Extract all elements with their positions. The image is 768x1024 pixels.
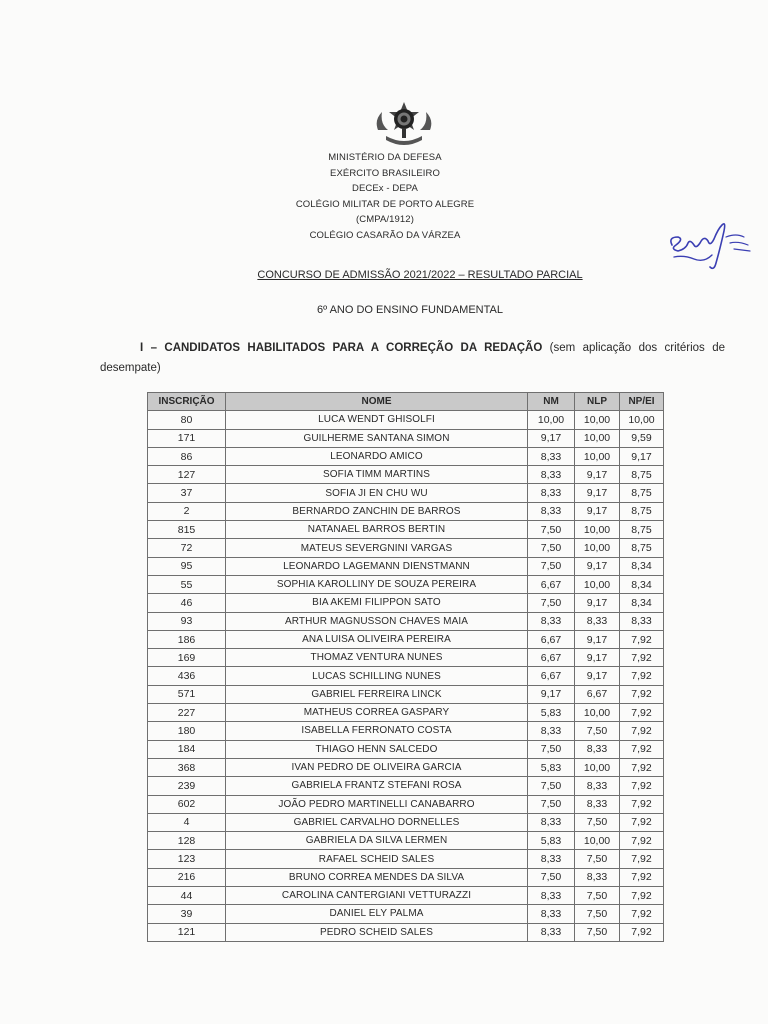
cell-nm: 8,33 — [528, 923, 575, 941]
cell-nlp: 9,17 — [575, 557, 620, 575]
cell-inscricao: 571 — [148, 685, 226, 703]
header-np-ei: NP/EI — [620, 393, 664, 411]
cell-np-ei: 8,75 — [620, 484, 664, 502]
cell-nm: 8,33 — [528, 484, 575, 502]
cell-nome: LUCA WENDT GHISOLFI — [226, 411, 528, 429]
cell-inscricao: 93 — [148, 612, 226, 630]
cell-nm: 8,33 — [528, 722, 575, 740]
cell-nlp: 10,00 — [575, 539, 620, 557]
cell-inscricao: 86 — [148, 447, 226, 465]
cell-nlp: 9,17 — [575, 594, 620, 612]
document-subtitle: 6º ANO DO ENSINO FUNDAMENTAL — [317, 304, 503, 316]
cell-np-ei: 7,92 — [620, 758, 664, 776]
cell-nlp: 8,33 — [575, 868, 620, 886]
cell-nlp: 10,00 — [575, 832, 620, 850]
cell-nome: THIAGO HENN SALCEDO — [226, 740, 528, 758]
cell-nome: ISABELLA FERRONATO COSTA — [226, 722, 528, 740]
cell-nlp: 9,17 — [575, 466, 620, 484]
table-row — [148, 850, 664, 868]
cell-nome: MATEUS SEVERGNINI VARGAS — [226, 539, 528, 557]
cell-np-ei: 8,75 — [620, 521, 664, 539]
cell-nome: GABRIEL CARVALHO DORNELLES — [226, 813, 528, 831]
table-row — [148, 685, 664, 703]
cell-nm: 6,67 — [528, 649, 575, 667]
cell-nlp: 8,33 — [575, 740, 620, 758]
table-row — [148, 887, 664, 905]
cell-np-ei: 7,92 — [620, 704, 664, 722]
cell-np-ei: 8,34 — [620, 575, 664, 593]
cell-nm: 7,50 — [528, 795, 575, 813]
cell-inscricao: 227 — [148, 704, 226, 722]
cell-inscricao: 186 — [148, 630, 226, 648]
cell-nome: GUILHERME SANTANA SIMON — [226, 429, 528, 447]
cell-nlp: 8,33 — [575, 777, 620, 795]
cell-nlp: 8,33 — [575, 612, 620, 630]
cell-np-ei: 8,75 — [620, 502, 664, 520]
cell-nlp: 9,17 — [575, 630, 620, 648]
table-row — [148, 429, 664, 447]
cell-np-ei: 7,92 — [620, 850, 664, 868]
table-row — [148, 868, 664, 886]
cell-nome: CAROLINA CANTERGIANI VETTURAZZI — [226, 887, 528, 905]
cell-nome: GABRIEL FERREIRA LINCK — [226, 685, 528, 703]
cell-inscricao: 2 — [148, 502, 226, 520]
cell-nm: 7,50 — [528, 521, 575, 539]
table-row — [148, 813, 664, 831]
cell-nome: ANA LUISA OLIVEIRA PEREIRA — [226, 630, 528, 648]
header-inscricao: INSCRIÇÃO — [148, 393, 226, 411]
cell-nm: 9,17 — [528, 685, 575, 703]
cell-nome: LUCAS SCHILLING NUNES — [226, 667, 528, 685]
cell-np-ei: 8,75 — [620, 539, 664, 557]
cell-np-ei: 7,92 — [620, 630, 664, 648]
cell-nome: DANIEL ELY PALMA — [226, 905, 528, 923]
table-row — [148, 411, 664, 429]
cell-np-ei: 8,33 — [620, 612, 664, 630]
cell-nome: GABRIELA DA SILVA LERMEN — [226, 832, 528, 850]
table-row — [148, 758, 664, 776]
table-row — [148, 447, 664, 465]
cell-inscricao: 602 — [148, 795, 226, 813]
cell-nome: SOPHIA KAROLLINY DE SOUZA PEREIRA — [226, 575, 528, 593]
table-row — [148, 612, 664, 630]
cell-nlp: 10,00 — [575, 575, 620, 593]
cell-inscricao: 127 — [148, 466, 226, 484]
cell-nome: ARTHUR MAGNUSSON CHAVES MAIA — [226, 612, 528, 630]
institution-header — [260, 150, 510, 244]
cell-nm: 7,50 — [528, 557, 575, 575]
section-title: I – CANDIDATOS HABILITADOS PARA A CORREÇÃO DA REDAÇÃO — [140, 342, 543, 354]
results-table — [147, 392, 664, 942]
cell-np-ei: 10,00 — [620, 411, 664, 429]
cell-nome: MATHEUS CORREA GASPARY — [226, 704, 528, 722]
cell-nlp: 10,00 — [575, 521, 620, 539]
table-row — [148, 502, 664, 520]
cell-nome: LEONARDO AMICO — [226, 447, 528, 465]
table-body — [148, 411, 664, 942]
cell-nlp: 7,50 — [575, 887, 620, 905]
cell-inscricao: 436 — [148, 667, 226, 685]
cell-inscricao: 128 — [148, 832, 226, 850]
cell-nm: 5,83 — [528, 758, 575, 776]
cell-nm: 5,83 — [528, 704, 575, 722]
cell-nm: 7,50 — [528, 594, 575, 612]
cell-inscricao: 55 — [148, 575, 226, 593]
header-nlp: NLP — [575, 393, 620, 411]
table-row — [148, 630, 664, 648]
cell-np-ei: 7,92 — [620, 923, 664, 941]
cell-nm: 8,33 — [528, 850, 575, 868]
cell-nlp: 9,17 — [575, 649, 620, 667]
header-line: COLÉGIO MILITAR DE PORTO ALEGRE — [295, 198, 475, 210]
cell-nm: 7,50 — [528, 539, 575, 557]
cell-nm: 6,67 — [528, 667, 575, 685]
table-row — [148, 832, 664, 850]
cell-nlp: 8,33 — [575, 795, 620, 813]
cell-nlp: 10,00 — [575, 758, 620, 776]
cell-nome: NATANAEL BARROS BERTIN — [226, 521, 528, 539]
cell-inscricao: 239 — [148, 777, 226, 795]
cell-np-ei: 7,92 — [620, 887, 664, 905]
cell-inscricao: 216 — [148, 868, 226, 886]
table-row — [148, 594, 664, 612]
header-line: COLÉGIO CASARÃO DA VÁRZEA — [309, 229, 461, 241]
cell-np-ei: 9,59 — [620, 429, 664, 447]
cell-nome: RAFAEL SCHEID SALES — [226, 850, 528, 868]
cell-nm: 6,67 — [528, 630, 575, 648]
cell-inscricao: 123 — [148, 850, 226, 868]
header-nm: NM — [528, 393, 575, 411]
table-row — [148, 575, 664, 593]
table-row — [148, 539, 664, 557]
cell-np-ei: 7,92 — [620, 795, 664, 813]
cell-nome: PEDRO SCHEID SALES — [226, 923, 528, 941]
cell-np-ei: 7,92 — [620, 905, 664, 923]
cell-np-ei: 7,92 — [620, 813, 664, 831]
cell-nm: 10,00 — [528, 411, 575, 429]
cell-np-ei: 8,34 — [620, 594, 664, 612]
cell-nm: 6,67 — [528, 575, 575, 593]
cell-np-ei: 7,92 — [620, 777, 664, 795]
cell-inscricao: 95 — [148, 557, 226, 575]
header-line: DECEx - DEPA — [352, 183, 418, 195]
cell-nm: 7,50 — [528, 868, 575, 886]
cell-nm: 8,33 — [528, 502, 575, 520]
cell-nm: 8,33 — [528, 813, 575, 831]
cell-nome: THOMAZ VENTURA NUNES — [226, 649, 528, 667]
cell-inscricao: 121 — [148, 923, 226, 941]
cell-np-ei: 7,92 — [620, 685, 664, 703]
cell-nlp: 7,50 — [575, 905, 620, 923]
cell-nome: GABRIELA FRANTZ STEFANI ROSA — [226, 777, 528, 795]
coat-of-arms-icon — [372, 100, 436, 150]
cell-nm: 5,83 — [528, 832, 575, 850]
cell-inscricao: 180 — [148, 722, 226, 740]
cell-nm: 8,33 — [528, 905, 575, 923]
cell-np-ei: 7,92 — [620, 868, 664, 886]
table-row — [148, 777, 664, 795]
header-line: (CMPA/1912) — [356, 214, 414, 226]
cell-nm: 8,33 — [528, 887, 575, 905]
cell-nlp: 9,17 — [575, 667, 620, 685]
table-row — [148, 704, 664, 722]
cell-nlp: 10,00 — [575, 704, 620, 722]
table-row — [148, 905, 664, 923]
cell-nm: 7,50 — [528, 777, 575, 795]
header-line: MINISTÉRIO DA DEFESA — [328, 152, 442, 163]
cell-nm: 8,33 — [528, 466, 575, 484]
cell-np-ei: 7,92 — [620, 832, 664, 850]
table-row — [148, 722, 664, 740]
cell-nome: BRUNO CORREA MENDES DA SILVA — [226, 868, 528, 886]
document-title: CONCURSO DE ADMISSÃO 2021/2022 – RESULTADO PARCIAL — [257, 269, 583, 281]
cell-nm: 8,33 — [528, 447, 575, 465]
cell-np-ei: 7,92 — [620, 740, 664, 758]
cell-nlp: 10,00 — [575, 429, 620, 447]
table-row — [148, 649, 664, 667]
cell-np-ei: 9,17 — [620, 447, 664, 465]
cell-np-ei: 7,92 — [620, 649, 664, 667]
cell-inscricao: 184 — [148, 740, 226, 758]
cell-inscricao: 169 — [148, 649, 226, 667]
cell-nm: 8,33 — [528, 612, 575, 630]
table-row — [148, 521, 664, 539]
table-row — [148, 795, 664, 813]
cell-np-ei: 7,92 — [620, 667, 664, 685]
header-nome: NOME — [226, 393, 528, 411]
table-row — [148, 667, 664, 685]
cell-inscricao: 80 — [148, 411, 226, 429]
cell-nm: 9,17 — [528, 429, 575, 447]
cell-nlp: 9,17 — [575, 502, 620, 520]
cell-nlp: 6,67 — [575, 685, 620, 703]
cell-inscricao: 368 — [148, 758, 226, 776]
cell-nome: BERNARDO ZANCHIN DE BARROS — [226, 502, 528, 520]
table-row — [148, 557, 664, 575]
table-row — [148, 466, 664, 484]
cell-nlp: 7,50 — [575, 850, 620, 868]
cell-inscricao: 44 — [148, 887, 226, 905]
signature-icon — [664, 215, 760, 277]
cell-nlp: 9,17 — [575, 484, 620, 502]
cell-nlp: 10,00 — [575, 447, 620, 465]
cell-inscricao: 46 — [148, 594, 226, 612]
section-heading — [100, 338, 725, 378]
cell-nome: IVAN PEDRO DE OLIVEIRA GARCIA — [226, 758, 528, 776]
cell-nome: JOÃO PEDRO MARTINELLI CANABARRO — [226, 795, 528, 813]
cell-inscricao: 39 — [148, 905, 226, 923]
table-row — [148, 484, 664, 502]
cell-nome: LEONARDO LAGEMANN DIENSTMANN — [226, 557, 528, 575]
cell-inscricao: 37 — [148, 484, 226, 502]
cell-inscricao: 171 — [148, 429, 226, 447]
cell-np-ei: 8,75 — [620, 466, 664, 484]
cell-nome: BIA AKEMI FILIPPON SATO — [226, 594, 528, 612]
cell-nome: SOFIA TIMM MARTINS — [226, 466, 528, 484]
cell-inscricao: 72 — [148, 539, 226, 557]
cell-np-ei: 8,34 — [620, 557, 664, 575]
section-note: (sem aplicação dos critérios de desempate) — [100, 342, 725, 374]
cell-inscricao: 4 — [148, 813, 226, 831]
cell-nlp: 7,50 — [575, 722, 620, 740]
cell-nlp: 7,50 — [575, 923, 620, 941]
cell-nlp: 7,50 — [575, 813, 620, 831]
cell-inscricao: 815 — [148, 521, 226, 539]
cell-nome: SOFIA JI EN CHU WU — [226, 484, 528, 502]
header-line: EXÉRCITO BRASILEIRO — [330, 167, 440, 179]
table-row — [148, 740, 664, 758]
cell-np-ei: 7,92 — [620, 722, 664, 740]
table-header-row — [148, 393, 664, 411]
cell-nm: 7,50 — [528, 740, 575, 758]
table-row — [148, 923, 664, 941]
cell-nlp: 10,00 — [575, 411, 620, 429]
